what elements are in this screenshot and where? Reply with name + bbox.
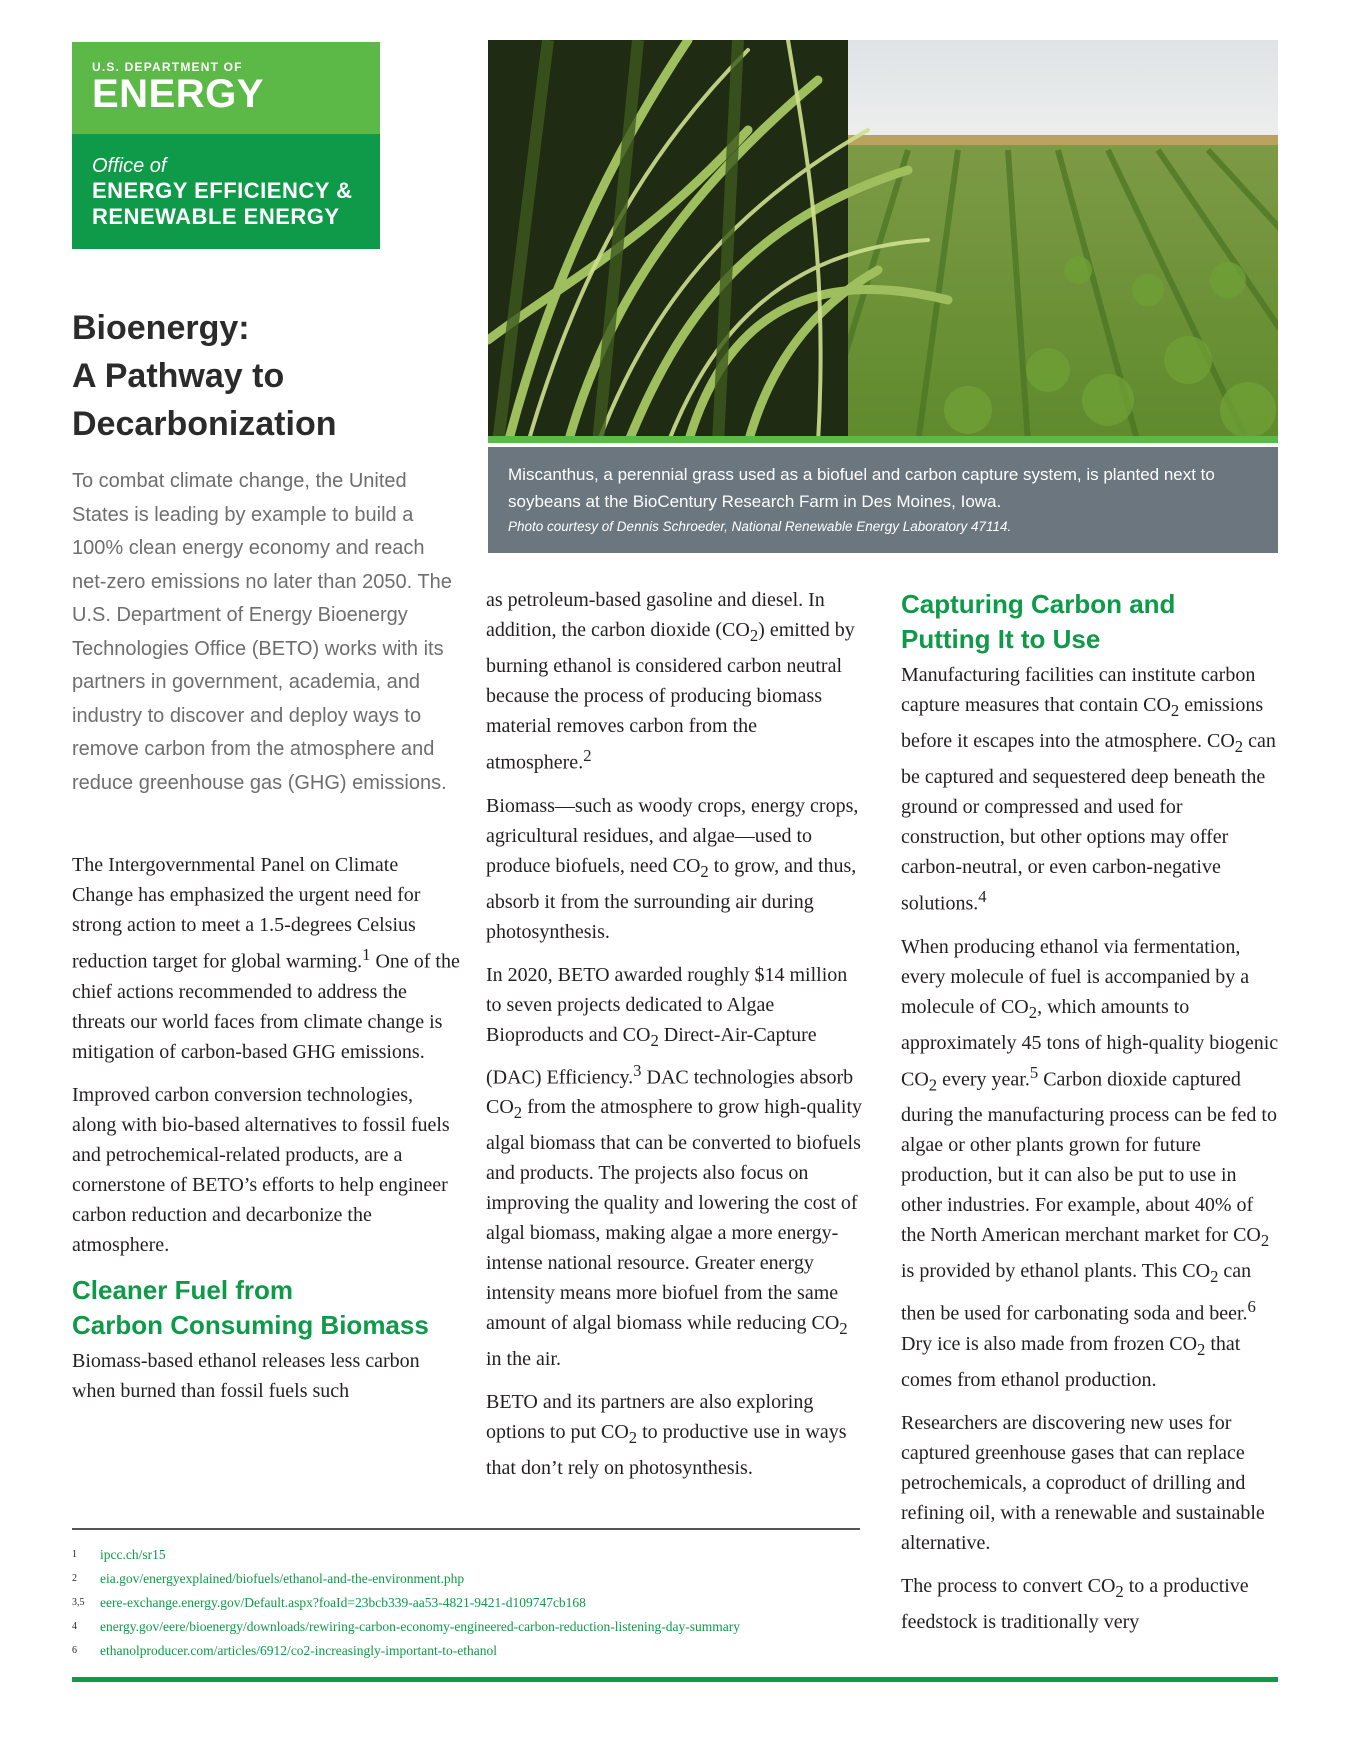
text-run: In 2020, BETO awarded roughly $14 million to seven projects dedicated to Algae Bioproducts and CO [486, 963, 848, 1046]
text-run: , which amounts to approximately 45 tons of high-quality biogenic CO [901, 995, 1279, 1091]
logo-energy-text: ENERGY [92, 72, 264, 116]
footnote-link[interactable]: ipcc.ch/sr15 [100, 1547, 166, 1562]
text-run: ) emitted by burning ethanol is considered carbon neutral because the process of producing biomass material removes carbon from the atmosphere. [486, 619, 855, 774]
doe-eere-logo [72, 42, 380, 249]
footnote-number: 4 [72, 1621, 77, 1632]
logo-office-text: Office of [92, 155, 167, 177]
text-run: can be captured and sequestered deep beneath the ground or compressed and used for construction, but other options may offer carbon-neutral, or even carbon-negative solutions. [901, 730, 1276, 915]
section-heading-cleaner-fuel [72, 1273, 462, 1343]
text-run: The process to convert CO [901, 1574, 1116, 1597]
text-run: is provided by ethanol plants. This CO [901, 1260, 1211, 1283]
column-1 [72, 850, 462, 1419]
section-heading-capturing-carbon [901, 587, 1281, 657]
text-run: can then be used for carbonating soda and beer. [901, 1260, 1252, 1325]
text-run: BETO and its partners are also exploring options to put CO [486, 1391, 814, 1444]
col2-paragraph-3 [486, 960, 866, 1375]
footnote-ref: 5 [1029, 1062, 1039, 1082]
footnotes [72, 1543, 872, 1663]
column-2 [486, 585, 866, 1496]
subscript: 2 [1260, 1231, 1270, 1251]
logo-dept-text: U.S. DEPARTMENT OF [92, 60, 243, 74]
text-run: When producing ethanol via fermentation, every molecule of fuel is accompanied by a molecule of CO [901, 935, 1250, 1018]
text-run: Direct-Air-Capture (DAC) Efficiency. [486, 1023, 817, 1089]
logo-eere-line1: ENERGY EFFICIENCY & [92, 178, 353, 203]
text-run: in the air. [486, 1348, 561, 1371]
title-line-3: Decarbonization [72, 405, 337, 443]
subscript: 2 [1210, 1267, 1219, 1287]
footnote-item [72, 1615, 872, 1639]
logo-eere-line2: RENEWABLE ENERGY [92, 204, 340, 229]
text-run: emissions before it escapes into the atmosphere. CO [901, 694, 1264, 752]
text-run: from the atmosphere to grow high-quality algal biomass that can be converted to biofuels and products. The projects also focus on improving the quality and lowering the cost of algal biomass, making algae a more energy-intense national resource. Greater energy intensity means more biofuel from the same amount of algal biomass while reducing CO [486, 1096, 863, 1335]
title-line-2: A Pathway to [72, 357, 285, 395]
text-run: that comes from ethanol production. [901, 1332, 1241, 1391]
col3-paragraph-3: Researchers are discovering new uses for captured greenhouse gases that can replace petrochemicals, a coproduct of drilling and refining oil, with a renewable and sustainable alternative. [901, 1411, 1265, 1554]
footnote-ref: 1 [362, 945, 371, 964]
text-run: to productive use in ways that don’t rely on photosynthesis. [486, 1421, 847, 1480]
col1-paragraph-3: Biomass-based ethanol releases less carbon when burned than fossil fuels such [72, 1349, 420, 1402]
text-run: Biomass—such as woody crops, energy crops, agricultural residues, and algae—used to produce biofuels, need CO [486, 794, 859, 877]
footnote-link[interactable]: energy.gov/eere/bioenergy/downloads/rewiring-carbon-economy-engineered-carbon-reduction-listening-day-summary [100, 1619, 741, 1634]
subscript: 2 [700, 861, 709, 881]
footnote-link[interactable]: eia.gov/energyexplained/biofuels/ethanol-and-the-environment.php [100, 1571, 465, 1586]
page-title [72, 304, 432, 448]
footnote-number: 1 [72, 1549, 77, 1560]
logo-doe-block [72, 42, 380, 134]
caption-text: Miscanthus, a perennial grass used as a biofuel and carbon capture system, is planted next to soybeans at the BioCentury Research Farm in Des Moines, Iowa. [508, 465, 1215, 511]
col2-paragraph-1 [486, 585, 866, 778]
intro-paragraph: To combat climate change, the United States is leading by example to build a 100% clean energy economy and reach net-zero emissions no later than 2050. The U.S. Department of Energy Bioenergy Technologies Office (BETO) works with its partners in government, academia, and industry to discover and deploy ways to remove carbon from the atmosphere and reduce greenhouse gas (GHG) emissions. [72, 470, 452, 794]
text-run: DAC technologies absorb CO [486, 1066, 854, 1119]
footnote-item [72, 1591, 872, 1615]
subscript: 2 [928, 1075, 938, 1095]
heading-line-1: Capturing Carbon and [901, 589, 1176, 619]
column-3 [901, 587, 1281, 1650]
bottom-green-rule [72, 1677, 1278, 1682]
footnote-ref: 3 [633, 1060, 642, 1080]
col3-paragraph-1 [901, 660, 1281, 919]
footnote-item [72, 1543, 872, 1567]
text-run: Carbon dioxide captured during the manufacturing process can be fed to algae or other plants grown for future production, but it can also be put to use in other industries. For example, about 40% of the North American merchant market for CO [901, 1068, 1277, 1247]
heading-line-2: Carbon Consuming Biomass [72, 1309, 429, 1340]
miscanthus-soybean-image [488, 40, 1278, 443]
text-run: Dry ice is also made from frozen CO [901, 1332, 1198, 1355]
col3-paragraph-2 [901, 932, 1281, 1395]
subscript: 2 [628, 1428, 638, 1448]
subscript: 2 [1170, 701, 1180, 720]
text-run: to grow, and thus, absorb it from the surrounding air during photosynthesis. [486, 854, 857, 943]
col2-paragraph-4 [486, 1387, 866, 1483]
footnote-ref: 6 [1247, 1297, 1256, 1317]
subscript: 2 [513, 1103, 523, 1123]
subscript: 2 [1234, 737, 1244, 756]
text-run: every year. [937, 1068, 1030, 1091]
footnote-divider [72, 1528, 860, 1530]
footnote-ref: 4 [978, 887, 987, 906]
col3-paragraph-4 [901, 1571, 1281, 1637]
footnote-number: 6 [72, 1645, 77, 1656]
footnote-link[interactable]: ethanolproducer.com/articles/6912/co2-increasingly-important-to-ethanol [100, 1643, 497, 1658]
text-run: One of the chief actions recommended to address the threats our world faces from climate change is mitigation of carbon-based GHG emissions. [72, 950, 460, 1063]
subscript: 2 [1028, 1002, 1038, 1022]
title-line-1: Bioenergy: [72, 309, 250, 347]
photo-caption [488, 447, 1278, 553]
subscript: 2 [839, 1319, 848, 1339]
subscript: 2 [749, 626, 759, 645]
footnote-item [72, 1639, 872, 1663]
footnote-number: 2 [72, 1573, 77, 1584]
col2-paragraph-2 [486, 791, 866, 947]
subscript: 2 [1115, 1581, 1124, 1601]
text-run: as petroleum-based gasoline and diesel. In addition, the carbon dioxide (CO [486, 589, 825, 641]
text-run: Manufacturing facilities can institute carbon capture measures that contain CO [901, 664, 1256, 716]
footnote-number: 3,5 [72, 1597, 85, 1608]
heading-line-2: Putting It to Use [901, 624, 1101, 654]
footnote-ref: 2 [583, 746, 592, 765]
subscript: 2 [1197, 1339, 1206, 1359]
caption-credit: Photo courtesy of Dennis Schroeder, National Renewable Energy Laboratory 47114. [508, 519, 1012, 534]
field-photo [488, 40, 1278, 443]
footnote-link[interactable]: eere-exchange.energy.gov/Default.aspx?foaId=23bcb339-aa53-4821-9421-d109747cb168 [100, 1595, 586, 1610]
text-run: to a productive feedstock is traditionally very [901, 1574, 1249, 1633]
heading-line-1: Cleaner Fuel from [72, 1274, 294, 1305]
subscript: 2 [650, 1030, 659, 1050]
logo-eere-block [72, 134, 380, 249]
text-run: The Intergovernmental Panel on Climate Change has emphasized the urgent need for strong action to meet a 1.5-degrees Celsius reduction target for global warming. [72, 854, 421, 973]
footnote-item [72, 1567, 872, 1591]
col1-paragraph-1 [72, 850, 462, 1067]
col1-paragraph-2: Improved carbon conversion technologies, along with bio-based alternatives to fossil fuels and petrochemical-related products, are a cornerstone of BETO’s efforts to help engineer carbon reduction and decarbonize the atmosphere. [72, 1083, 450, 1256]
